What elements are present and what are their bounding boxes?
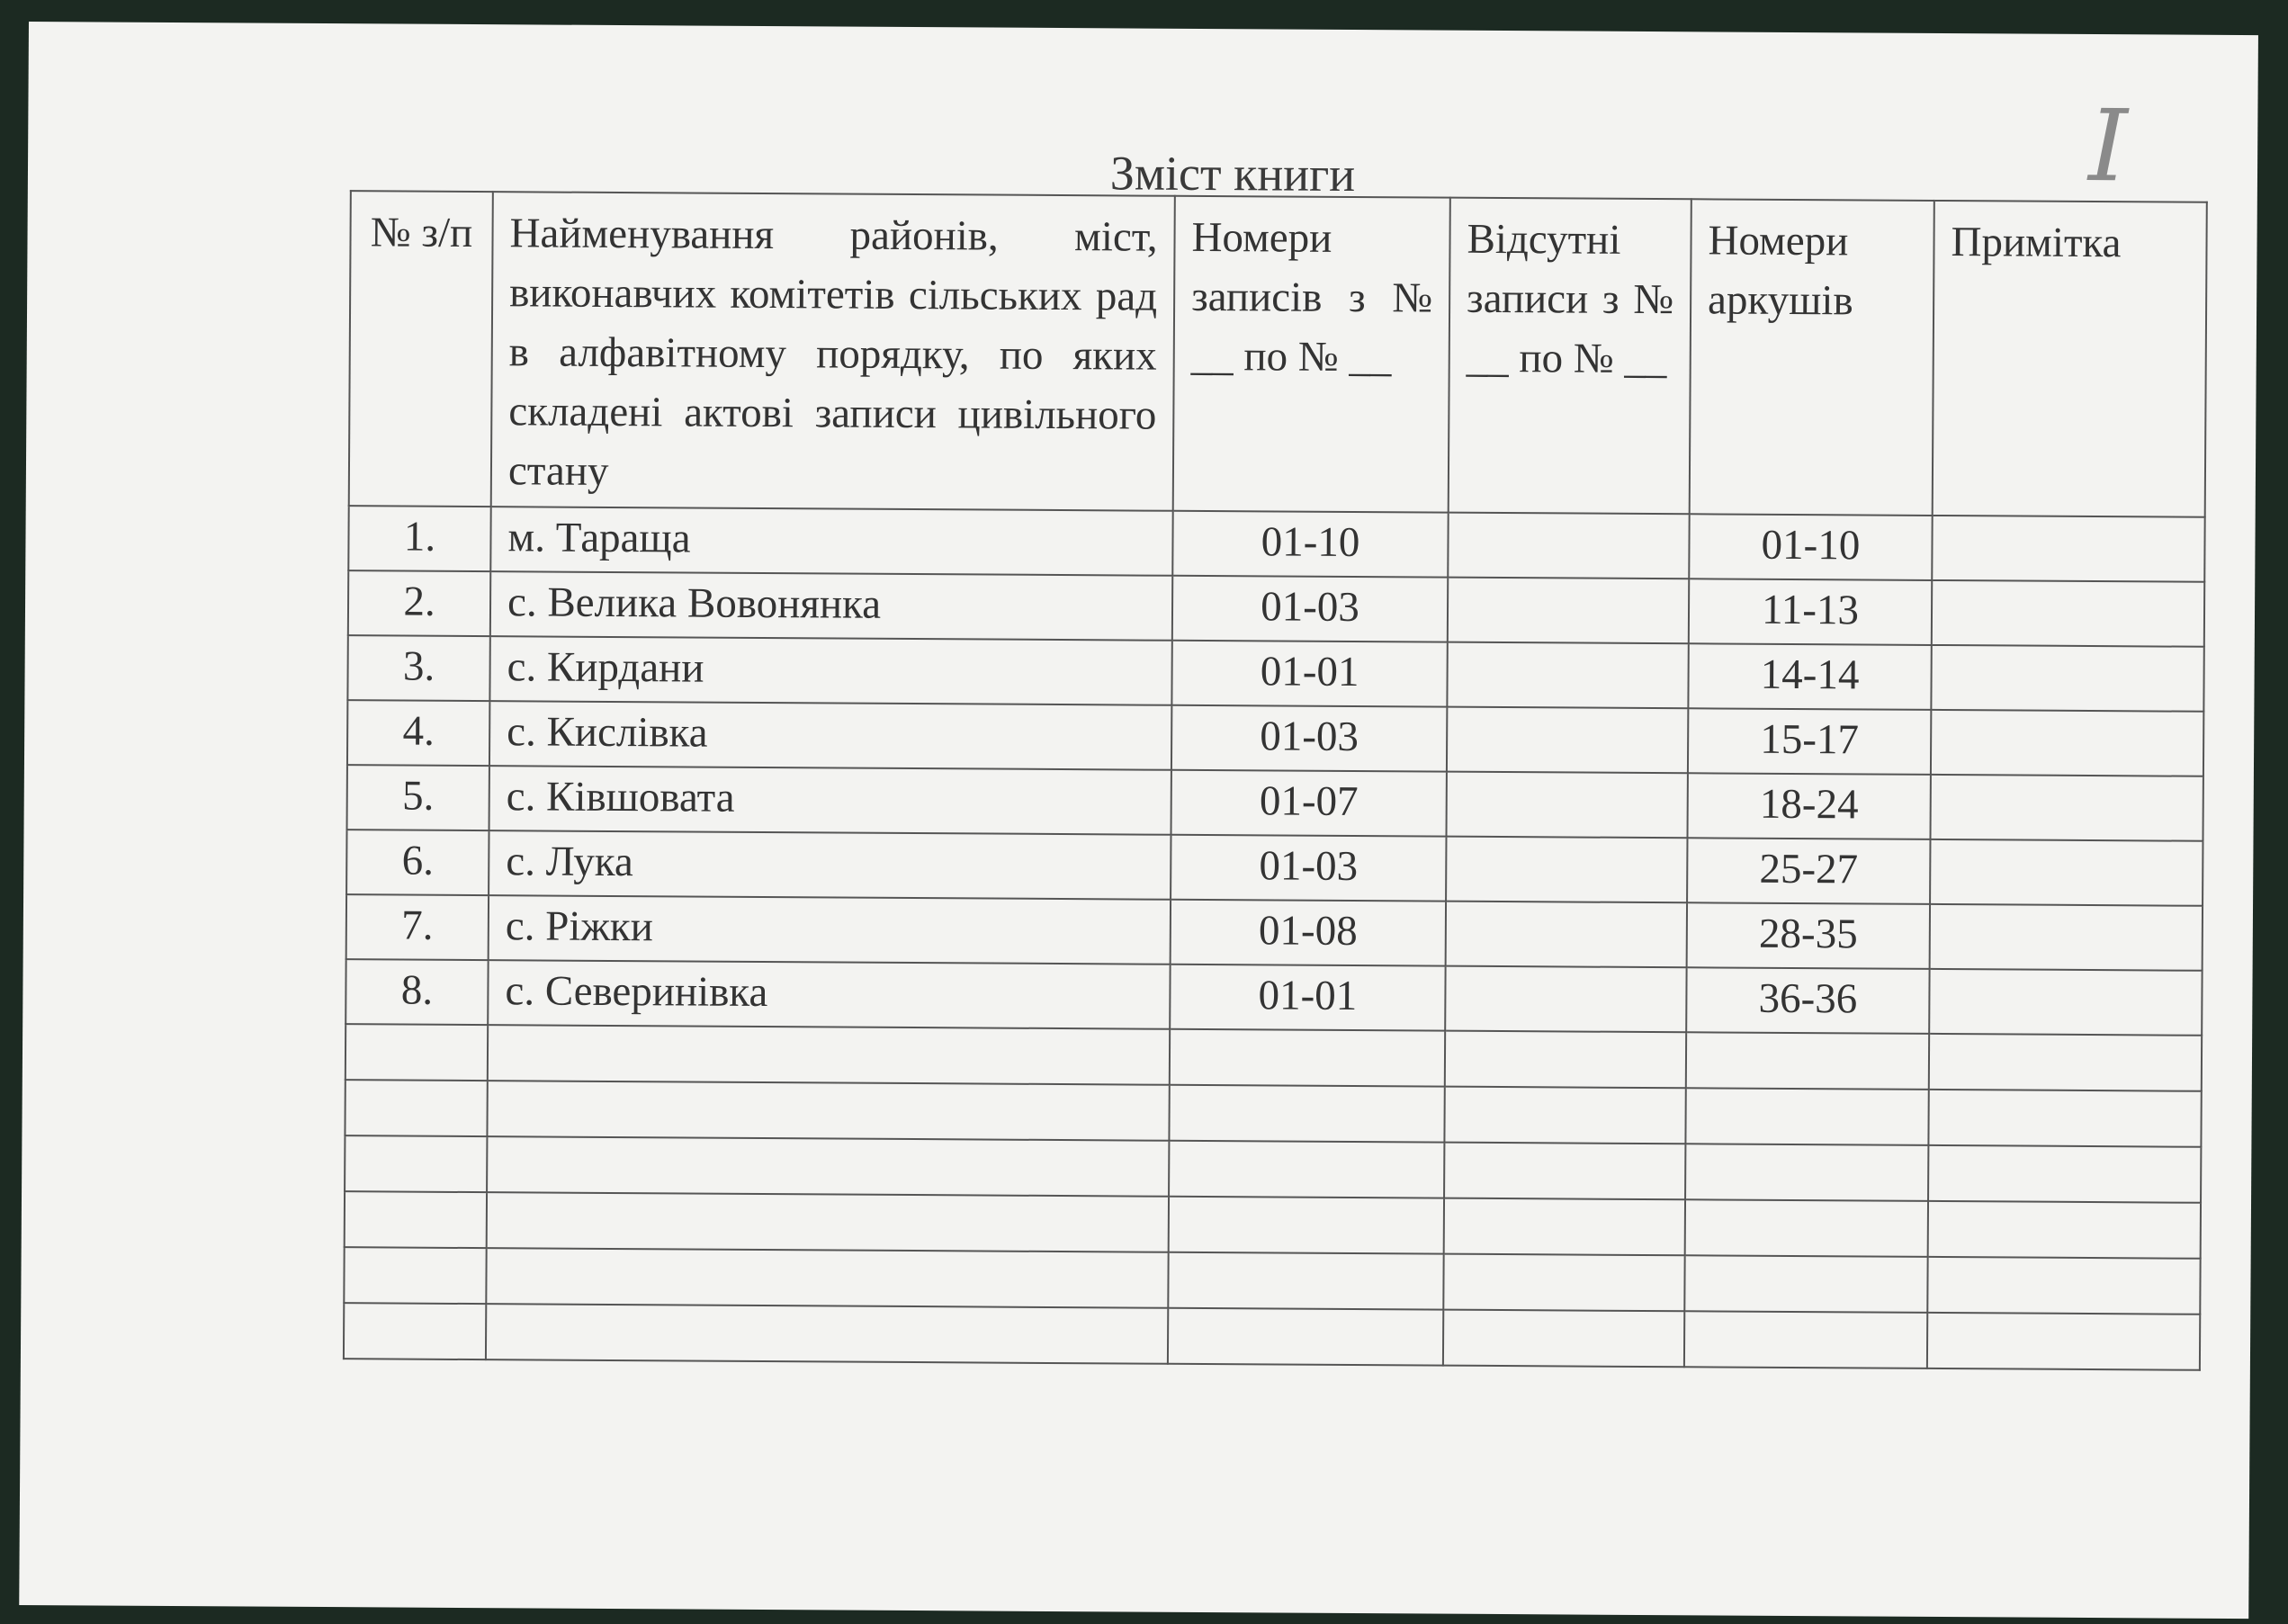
empty-cell: [1444, 1143, 1685, 1200]
row-name: с. Кислівка: [489, 701, 1171, 770]
row-sheets: 01-10: [1689, 514, 1932, 580]
empty-cell: [1445, 1031, 1686, 1089]
empty-cell: [487, 1136, 1169, 1197]
row-missing: [1447, 642, 1688, 709]
empty-cell: [345, 1135, 487, 1192]
handwritten-page-mark: I: [2087, 87, 2129, 204]
row-note: [1932, 580, 2204, 647]
empty-cell: [1927, 1257, 2200, 1314]
header-number: № з/п: [349, 191, 493, 507]
table-header-row: [349, 191, 2207, 517]
empty-cell: [1685, 1144, 1928, 1201]
row-sheets: 15-17: [1688, 708, 1931, 775]
table-row: [347, 700, 2203, 776]
row-sheets: 11-13: [1689, 579, 1932, 645]
empty-cell: [1928, 1201, 2201, 1259]
row-name: с. Кирдани: [489, 636, 1171, 705]
header-records: Номери записів з № __ по № __: [1173, 196, 1450, 513]
row-number: 2.: [348, 570, 490, 636]
page-title: Зміст книги: [1109, 146, 1356, 202]
contents-table: [343, 190, 2208, 1371]
row-note: [1930, 775, 2203, 841]
row-sheets: 28-35: [1687, 902, 1930, 969]
header-missing: Відсутні записи з № __ по № __: [1449, 198, 1691, 515]
empty-cell: [344, 1303, 486, 1359]
empty-cell: [486, 1248, 1168, 1308]
row-note: [1930, 839, 2203, 906]
table-row: [348, 570, 2204, 647]
row-number: 6.: [346, 830, 489, 895]
row-records: 01-01: [1171, 641, 1447, 707]
row-note: [1929, 969, 2202, 1036]
row-sheets: 18-24: [1687, 773, 1930, 839]
empty-cell: [1169, 1085, 1444, 1143]
empty-cell: [1684, 1255, 1927, 1313]
row-sheets: 36-36: [1686, 967, 1929, 1034]
table-row: [346, 830, 2203, 906]
empty-cell: [1684, 1311, 1927, 1368]
row-missing: [1448, 578, 1689, 644]
row-records: 01-08: [1171, 900, 1446, 966]
row-sheets: 25-27: [1687, 838, 1930, 904]
row-number: 4.: [347, 700, 489, 766]
row-note: [1931, 645, 2203, 712]
empty-cell: [1686, 1032, 1929, 1090]
table-row: [347, 765, 2203, 841]
empty-cell: [488, 1025, 1170, 1085]
header-name: Найменування районів, міст, виконавчих комітетів сільських рад в алфавітному порядку, по яких складені актові записи цивільного стану: [491, 192, 1175, 511]
row-note: [1932, 516, 2204, 582]
empty-cell: [1928, 1145, 2201, 1203]
row-records: 01-01: [1170, 965, 1445, 1031]
row-missing: [1446, 837, 1687, 903]
row-name: с. Северинівка: [488, 960, 1170, 1029]
row-missing: [1448, 513, 1689, 579]
empty-cell: [1685, 1199, 1928, 1257]
row-number: 1.: [348, 506, 490, 571]
row-records: 01-03: [1171, 835, 1446, 902]
table-row: [345, 959, 2202, 1036]
empty-cell: [1444, 1198, 1685, 1256]
row-records: 01-10: [1172, 511, 1448, 578]
row-missing: [1446, 772, 1687, 839]
empty-cell: [486, 1304, 1168, 1364]
empty-cell: [1168, 1252, 1443, 1310]
header-sheets: Номери аркушів: [1690, 199, 1934, 516]
empty-cell: [345, 1080, 487, 1136]
row-name: с. Велика Вовонянка: [490, 571, 1172, 641]
empty-cell: [1168, 1308, 1443, 1366]
empty-table-row: [344, 1303, 2200, 1370]
row-number: 5.: [347, 765, 489, 830]
row-missing: [1447, 707, 1688, 774]
row-name: м. Тараща: [490, 507, 1172, 576]
row-number: 8.: [345, 959, 488, 1025]
row-name: с. Лука: [489, 830, 1171, 900]
empty-cell: [1169, 1141, 1444, 1198]
empty-cell: [1443, 1310, 1684, 1368]
empty-cell: [1444, 1087, 1685, 1144]
row-records: 01-03: [1171, 705, 1447, 772]
empty-cell: [345, 1191, 487, 1248]
empty-cell: [1927, 1313, 2200, 1370]
row-number: 3.: [347, 635, 489, 701]
row-note: [1931, 710, 2203, 776]
empty-cell: [1685, 1088, 1928, 1145]
row-number: 7.: [346, 894, 489, 960]
empty-cell: [1928, 1090, 2201, 1147]
empty-cell: [1443, 1254, 1684, 1312]
empty-cell: [345, 1024, 488, 1081]
row-name: с. Ківшовата: [489, 766, 1171, 835]
row-missing: [1445, 966, 1686, 1033]
empty-cell: [487, 1192, 1169, 1252]
row-sheets: 14-14: [1688, 643, 1931, 710]
header-note: Примітка: [1933, 201, 2207, 517]
row-records: 01-03: [1172, 576, 1448, 642]
empty-cell: [1170, 1029, 1445, 1087]
table-row: [348, 506, 2204, 582]
row-missing: [1446, 902, 1687, 968]
document-page: [19, 22, 2258, 1619]
row-name: с. Ріжки: [489, 895, 1171, 965]
empty-cell: [1169, 1197, 1444, 1254]
empty-cell: [344, 1247, 486, 1304]
row-records: 01-07: [1171, 770, 1447, 837]
row-note: [1930, 904, 2203, 971]
table-row: [347, 635, 2203, 712]
table-row: [346, 894, 2203, 971]
empty-cell: [1929, 1034, 2202, 1091]
empty-cell: [487, 1081, 1169, 1141]
